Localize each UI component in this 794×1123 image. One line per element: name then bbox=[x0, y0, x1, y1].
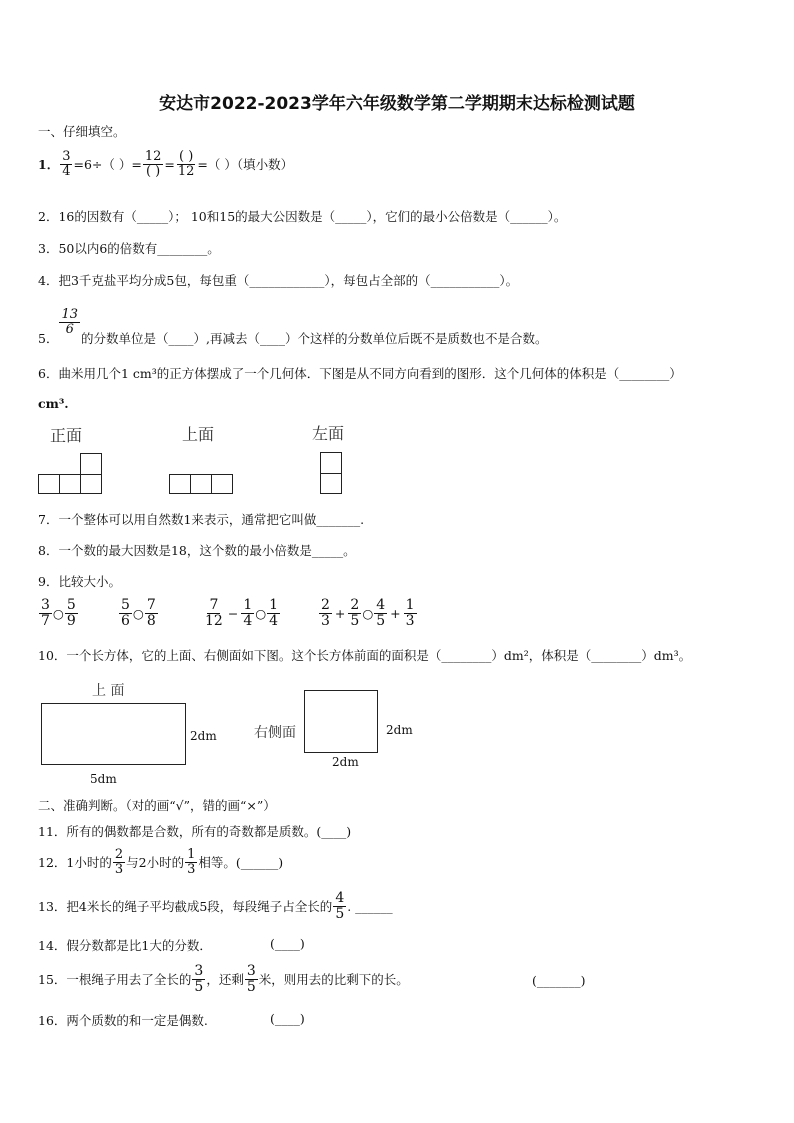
question-4: 4．把3千克盐平均分成5包，每包重（____________），每包占全部的（___________）。 bbox=[38, 273, 519, 288]
top-face-height: 2dm bbox=[190, 729, 217, 743]
side-face-rectangle bbox=[304, 690, 378, 753]
question-3: 3．50以内6的倍数有________。 bbox=[38, 241, 220, 256]
question-5 bbox=[38, 308, 547, 346]
top-face-rectangle bbox=[41, 703, 186, 765]
question-13: 13．把4米长的绳子平均截成5段，每段绳子占全长的 $\frac{4}{5}$ . ______ bbox=[38, 890, 393, 922]
question-16: 16．两个质数的和一定是偶数. bbox=[38, 1013, 208, 1028]
top-face-width: 5dm bbox=[90, 772, 117, 786]
front-view-label: 正面 bbox=[50, 426, 83, 445]
question-15-blank: (_______) bbox=[532, 973, 586, 988]
side-face-height: 2dm bbox=[386, 723, 413, 737]
side-face-width: 2dm bbox=[332, 755, 359, 769]
question-6: 6．曲米用几个1 cm³的正方体摆成了一个几何体．下图是从不同方向看到的图形．这个几何体的体积是（________） bbox=[38, 366, 682, 381]
section-heading-fill: 一、仔细填空。 bbox=[38, 124, 126, 139]
fraction: $\frac{12}{( )}$ bbox=[144, 149, 162, 179]
compare-1: $\frac{3}{7}$ ○ $\frac{5}{9}$ bbox=[41, 597, 76, 629]
question-7: 7．一个整体可以用自然数1来表示，通常把它叫做_______. bbox=[38, 512, 365, 527]
equation-part: = bbox=[164, 156, 175, 172]
question-15: 15．一根绳子用去了全长的 $\frac{3}{5}$ ，还剩 $\frac{3}{5}$ 米，则用去的比剩下的长。 bbox=[38, 963, 409, 995]
question-number: 1． bbox=[38, 157, 60, 173]
top-view-label: 上面 bbox=[182, 425, 215, 444]
question-11: 11．所有的偶数都是合数，所有的奇数都是质数。(____) bbox=[38, 824, 352, 839]
question-1 bbox=[38, 150, 293, 178]
page-title: 安达市2022-2023学年六年级数学第二学期期末达标检测试题 bbox=[159, 94, 635, 114]
question-8: 8．一个数的最大因数是18，这个数的最小倍数是_____。 bbox=[38, 543, 356, 558]
question-12: 12．1小时的 $\frac{2}{3}$ 与2小时的 $\frac{1}{3}$ 相等。(______) bbox=[38, 847, 284, 877]
fraction: $\frac{13}{6}$ bbox=[61, 307, 78, 337]
compare-2: $\frac{5}{6}$ ○ $\frac{7}{8}$ bbox=[121, 597, 156, 629]
section-heading-judge: 二、准确判断。（对的画“√”，错的画“×”） bbox=[38, 798, 276, 813]
compare-3: $\frac{7}{12}$ − $\frac{1}{4}$ ○ $\frac{1}{4}$ bbox=[205, 597, 279, 629]
compare-4: $\frac{2}{3}$ + $\frac{2}{5}$ ○ $\frac{4}{5}$ + $\frac{1}{3}$ bbox=[321, 597, 415, 629]
equation-part: =6÷（ ）= bbox=[73, 157, 142, 173]
question-14: 14．假分数都是比1大的分数． bbox=[38, 938, 212, 953]
question-14-blank: (____) bbox=[270, 936, 305, 951]
fraction: $\frac{3}{4}$ bbox=[62, 149, 71, 179]
side-face-label: 右侧面 bbox=[254, 725, 296, 741]
question-2: 2．16的因数有（_____）； 10和15的最大公因数是（_____），它们的最小公倍数是（______）。 bbox=[38, 209, 567, 224]
equation-part: =（ ）（填小数） bbox=[197, 157, 294, 173]
left-view-label: 左面 bbox=[312, 424, 345, 443]
fraction: $\frac{( )}{12}$ bbox=[177, 149, 195, 179]
question-16-blank: (____) bbox=[270, 1011, 305, 1026]
question-9: 9．比较大小。 bbox=[38, 574, 121, 589]
question-number: 5． bbox=[38, 331, 59, 347]
top-face-label: 上 面 bbox=[92, 683, 125, 699]
question-text: 的分数单位是（____）,再减去（____）个这样的分数单位后既不是质数也不是合数。 bbox=[81, 331, 548, 347]
question-6-unit: cm³. bbox=[38, 396, 69, 411]
question-10: 10．一个长方体，它的上面、右侧面如下图。这个长方体前面的面积是（________）dm²，体积是（________）dm³。 bbox=[38, 648, 692, 663]
